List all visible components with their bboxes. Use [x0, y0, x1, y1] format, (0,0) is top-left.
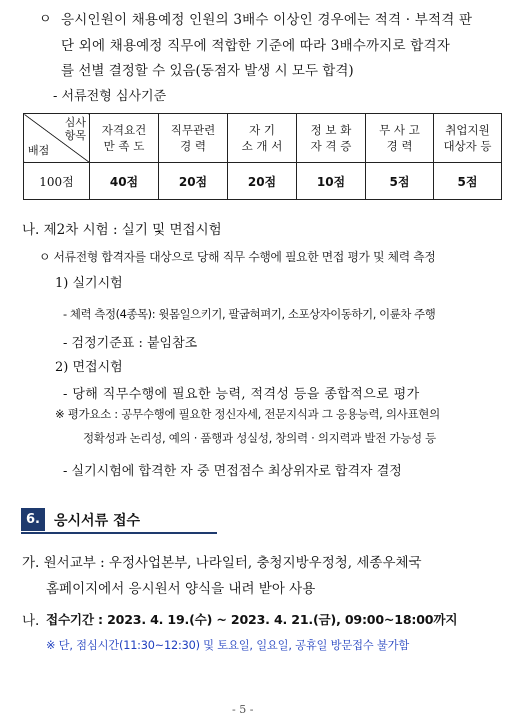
- header-cell: 자격요건 만 족 도: [90, 114, 159, 163]
- value-cell: 20점: [159, 163, 228, 200]
- reception-period-prefix: 나.: [22, 613, 40, 629]
- value-cell: 5점: [366, 163, 434, 200]
- intro-line-2: 단 외에 채용예정 직무에 적합한 기준에 따라 3배수까지로 합격자: [61, 38, 450, 54]
- second-exam-heading: 나. 제2차 시험 : 실기 및 면접시험: [22, 222, 222, 238]
- scoring-table: [23, 113, 502, 200]
- application-form-line-2: 홈페이지에서 응시원서 양식을 내려 받아 사용: [46, 581, 316, 597]
- table-corner-cell: [24, 114, 90, 163]
- value-cell: 40점: [90, 163, 159, 200]
- intro-line-3: 를 선별 결정할 수 있음(동점자 발생 시 모두 합격): [61, 63, 354, 79]
- evaluation-note-line-1: ※ 평가요소 : 공무수행에 필요한 정신자세, 전문지식과 그 응용능력, 의사표현의: [55, 407, 440, 421]
- interview-heading: 2) 면접시험: [55, 360, 123, 375]
- application-form-line-1: 가. 원서교부 : 우정사업본부, 나라일터, 충청지방우정청, 세종우체국: [22, 555, 422, 571]
- intro-bullet: ㅇ: [39, 12, 52, 27]
- header-cell: 무 사 고 경 력: [366, 114, 434, 163]
- section-underline: [21, 532, 217, 534]
- section-6-heading: [21, 508, 217, 531]
- value-cell: 5점: [434, 163, 502, 200]
- section-title: 응시서류 접수: [54, 513, 141, 529]
- header-cell: 직무관련 경 력: [159, 114, 228, 163]
- intro-subheading: - 서류전형 심사기준: [53, 89, 167, 104]
- intro-line-1: 응시인원이 채용예정 인원의 3배수 이상인 경우에는 적격 · 부적격 판: [61, 12, 473, 28]
- table-header-row: [24, 114, 502, 163]
- header-cell: 취업지원 대상자 등: [434, 114, 502, 163]
- corner-label-bottom: 배점: [28, 144, 50, 157]
- section-number: 6.: [21, 508, 45, 531]
- fitness-test-item: - 체력 측정(4종목): 윗몸일으키기, 팔굽혀펴기, 소포상자이동하기, 이륜차 주행: [63, 307, 436, 321]
- criteria-item: - 검정기준표 : 붙임참조: [63, 336, 198, 351]
- corner-label-top: 심사 항목: [64, 116, 86, 142]
- practical-exam-heading: 1) 실기시험: [55, 276, 123, 291]
- value-cell: 10점: [297, 163, 366, 200]
- value-cell: 20점: [228, 163, 297, 200]
- interview-item: - 당해 직무수행에 필요한 능력, 적격성 등을 종합적으로 평가: [63, 387, 420, 402]
- evaluation-note-line-2: 정확성과 논리성, 예의 · 품행과 성실성, 창의력 · 의지력과 발전 가능성 등: [83, 431, 436, 445]
- header-cell: 정 보 화 자 격 증: [297, 114, 366, 163]
- table-value-row: [24, 163, 502, 200]
- reception-note: ※ 단, 점심시간(11:30~12:30) 및 토요일, 일요일, 공휴일 방문접수 불가함: [46, 639, 410, 652]
- second-exam-bullet: ㅇ 서류전형 합격자를 대상으로 당해 직무 수행에 필요한 면접 평가 및 체력 측정: [39, 250, 436, 264]
- page-number: - 5 -: [232, 703, 254, 716]
- header-cell: 자 기 소 개 서: [228, 114, 297, 163]
- reception-period: 접수기간 : 2023. 4. 19.(수) ~ 2023. 4. 21.(금), 09:00~18:00까지: [46, 612, 458, 627]
- row-label-cell: 100점: [24, 163, 90, 200]
- final-decision-item: - 실기시험에 합격한 자 중 면접점수 최상위자로 합격자 결정: [63, 464, 402, 479]
